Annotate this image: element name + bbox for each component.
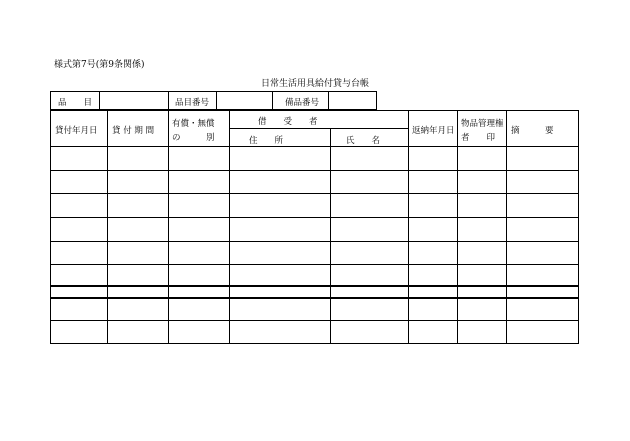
item-value-cell[interactable] bbox=[100, 92, 167, 109]
item-number-value-cell[interactable] bbox=[217, 92, 272, 109]
header-paid-free-1: 有償・無償 bbox=[172, 119, 215, 129]
form-number: 様式第7号(第9条関係) bbox=[54, 60, 145, 70]
header-borrower-address: 住 所 bbox=[249, 136, 284, 146]
header-return-date: 返納年月日 bbox=[412, 126, 455, 136]
equipment-number-label: 備品番号 bbox=[285, 98, 320, 108]
header-loan-date: 貸付年月日 bbox=[55, 126, 98, 136]
item-label: 品 目 bbox=[58, 98, 93, 108]
header-loan-period: 貸 付 期 間 bbox=[112, 126, 155, 136]
header-remarks: 摘 要 bbox=[511, 126, 554, 136]
item-number-label: 品目番号 bbox=[175, 98, 210, 108]
header-borrower-name: 氏 名 bbox=[346, 136, 381, 146]
page-title: 日常生活用具給付貸与台帳 bbox=[260, 79, 369, 89]
header-manager-seal-1: 物品管理権 bbox=[461, 119, 504, 129]
header-paid-free-2: の 別 bbox=[172, 133, 215, 143]
header-manager-seal-2: 者 印 bbox=[461, 133, 496, 143]
header-borrower: 借 受 者 bbox=[258, 117, 318, 127]
equipment-number-value-cell[interactable] bbox=[329, 92, 376, 109]
